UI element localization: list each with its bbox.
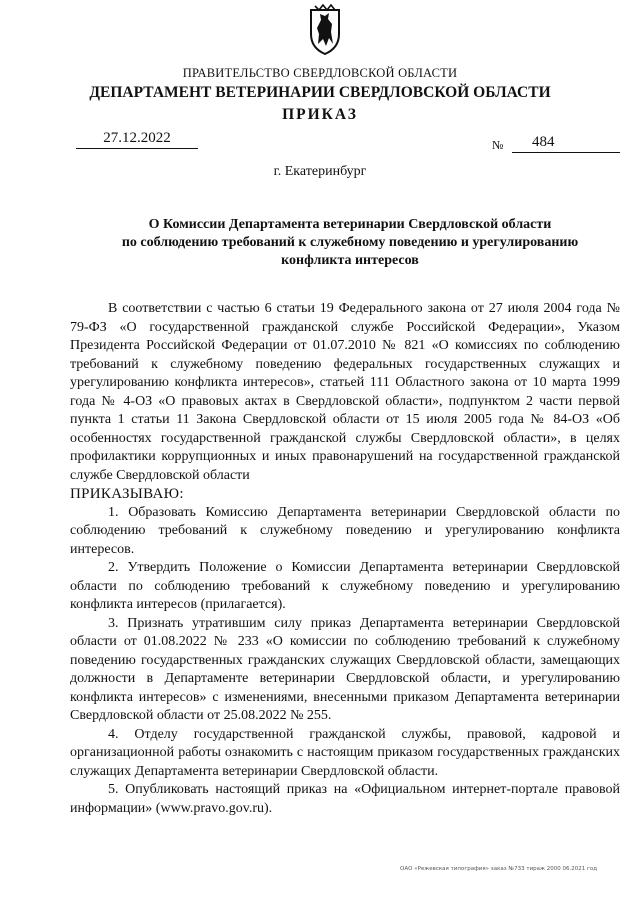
order-item: 4. Отделу государственной гражданской службы, правовой, кадровой и организационной работы ознакомить с настоящим приказом государственных гражданских служащих Департамента ветеринарии Свердловской области. <box>70 726 620 779</box>
title-line: по соблюдению требований к служебному поведению и урегулированию <box>121 235 579 250</box>
sverdlovsk-coat-of-arms-icon <box>307 4 343 56</box>
city: г. Екатеринбург <box>273 164 367 179</box>
order-body <box>70 300 620 818</box>
command-word: ПРИКАЗЫВАЮ: <box>70 486 184 502</box>
order-item: 5. Опубликовать настоящий приказ на «Официальном интернет-портале правовой информации» (www.pravo.gov.ru). <box>70 782 620 816</box>
order-item: 2. Утвердить Положение о Комиссии Департамента ветеринарии Свердловской области по соблюдению требований к служебному поведению и урегулированию конфликта интересов (прилагается). <box>70 560 620 612</box>
title-line: О Комиссии Департамента ветеринарии Свердловской области <box>148 217 552 232</box>
order-item: 3. Признать утратившим силу приказ Департамента ветеринарии Свердловской области от 01.08.2022 № 233 «О комиссии по соблюдению требований к служебному поведению государственных гражданских служащих Свердловской области, замещающих должности в Департаменте ветеринарии Свердловской области, и урегулированию конфликта интересов» с изменениями, внесенными приказом Департамента ветеринарии Свердловской области от 25.08.2022 № 255. <box>70 615 620 723</box>
printer-imprint: ОАО «Режевская типография» заказ №733 тираж 2000 06.2021 год <box>400 866 598 872</box>
order-title <box>60 216 640 270</box>
number-sign: № <box>492 138 504 152</box>
preamble-paragraph: В соответствии с частью 6 статьи 19 Федерального закона от 27 июля 2004 года № 79-ФЗ «О государственной гражданской службе Российской Федерации», Указом Президента Российской Федерации от 01.07.2010 № 821 «О комиссиях по соблюдению требований к служебному поведению федеральных государственных служащих и урегулированию конфликта интересов», статьей 111 Областного закона от 10 марта 1999 года № 4-ОЗ «О правовых актах в Свердловской области», подпунктом 2 части первой пункта 1 статьи 11 Закона Свердловской области от 15 июля 2005 года № 84-ОЗ «Об особенностях государственной гражданской службы Свердловской области», в целях профилактики коррупционных и иных правонарушений на государственной гражданской службе Свердловской области <box>70 301 620 483</box>
department-name: ДЕПАРТАМЕНТ ВЕТЕРИНАРИИ СВЕРДЛОВСКОЙ ОБЛАСТИ <box>89 84 551 101</box>
document-type: ПРИКАЗ <box>282 106 358 123</box>
order-date: 27.12.2022 <box>76 130 198 149</box>
order-number: 484 <box>512 134 620 153</box>
title-line: конфликта интересов <box>281 253 419 268</box>
government-name: ПРАВИТЕЛЬСТВО СВЕРДЛОВСКОЙ ОБЛАСТИ <box>182 66 458 80</box>
order-item: 1. Образовать Комиссию Департамента ветеринарии Свердловской области по соблюдению требований к служебному поведению и урегулированию конфликта интересов. <box>70 504 620 557</box>
